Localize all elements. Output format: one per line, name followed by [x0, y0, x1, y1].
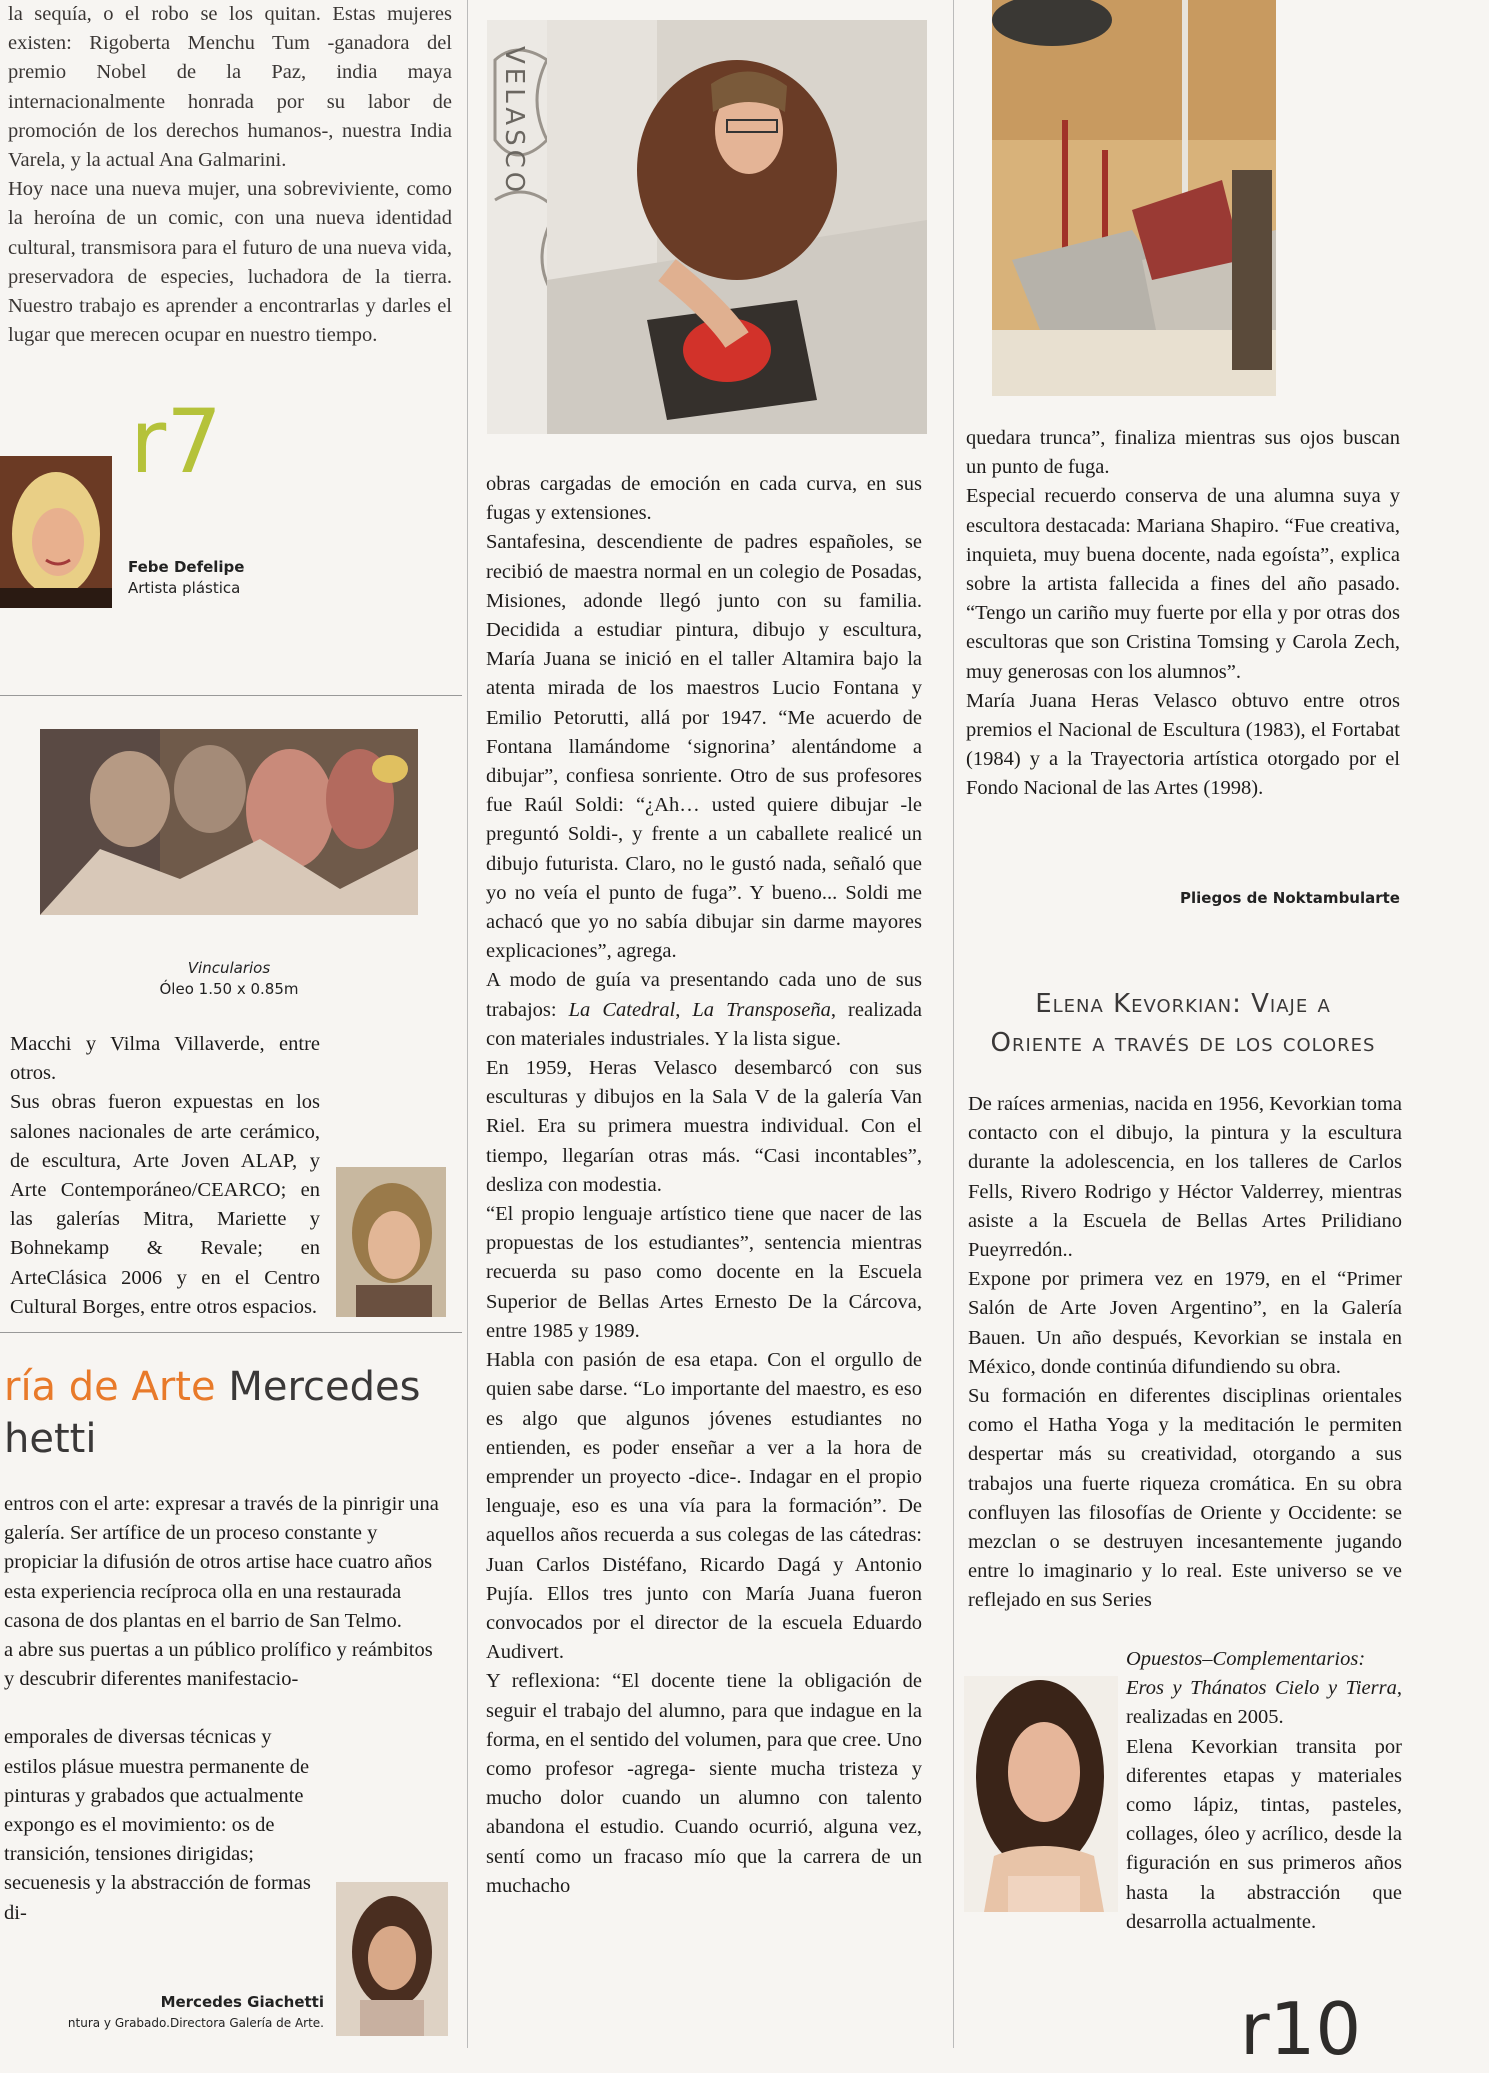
paragraph: quedara trunca”, finaliza mientras sus ojos buscan un punto de fuga.: [966, 427, 1400, 479]
work-title: La Transposeña: [692, 998, 831, 1021]
paragraph: entros con el arte: expresar a través de la pinrigir una galería. Ser artífice de un proceso constante y propiciar la difusión de otros artise hace cuatro años esta experiencia recíproca olla en una restaurada casona de dos plantas en el barrio de San Telmo.: [4, 1493, 439, 1632]
right-top-text: [966, 424, 1400, 804]
credit-role: ntura y Grabado.Directora Galería de Arte.: [67, 2016, 324, 2030]
paragraph: la sequía, o el robo se los quitan. Estas mujeres existen: Rigoberta Menchu Tum -ganadora del premio Nobel de la Paz, india maya internacionalmente honrada por su labor de promoción de los derechos humanos-, nuestra India Varela, y la actual Ana Galmarini.: [8, 3, 452, 172]
headline-line-2: hetti: [4, 1416, 97, 1462]
photo-sculptures: [992, 0, 1276, 396]
paragraph: Especial recuerdo conserva de una alumna suya y escultora destacada: Mariana Shapiro. “Fue creativa, inquieta, muy buena docente, nada egoísta”, explica sobre la artista fallecida a fines del año pasado. “Tengo un cariño muy fuerte por ella y por otras dos escultoras que son Cristina Tomsing y Carola Zech, muy generosas con los alumnos”.: [966, 485, 1400, 683]
series-title: Opuestos–Complementarios: Eros y Thánatos Cielo y Tierra: [1126, 1648, 1397, 1700]
section-rule-2: [0, 1332, 462, 1333]
portrait-elena-kevorkian: [964, 1676, 1118, 1912]
paragraph: Habla con pasión de esa etapa. Con el orgullo de quien sabe darse. “Lo importante del maestro, es eso es algo que algunos jóvenes estudiantes no entienden, es poder enseñar a ver a la hora de emprender un proyecto -dice-. Indagar en el propio lenguaje, eso es una vía para la formación”. De aquellos años recuerda a sus colegas de las cátedras: Juan Carlos Distéfano, Ricardo Dagá y Antonio Pujía. Ellos tres junto con María Juana fueron convocados por el director de la escuela Eduardo Audivert.: [486, 1349, 922, 1664]
left-mid-text: [10, 1030, 320, 1322]
galeria-headline: [4, 1361, 464, 1465]
paragraph: obras cargadas de emoción en cada curva, en sus fugas y extensiones.: [486, 473, 922, 525]
paragraph: [486, 966, 922, 1054]
paragraph: En 1959, Heras Velasco desembarcó con sus esculturas y dibujos en la Sala V de la galería Van Riel. Era su primera muestra individual. Con el tiempo, llegarían otras más. “Casi incontables”, desliza con modestia.: [486, 1057, 922, 1196]
source-credit: Pliegos de Noktambularte: [1180, 889, 1400, 907]
headline-name: Mercedes: [228, 1364, 421, 1410]
painting-vincularios: [40, 729, 418, 915]
galeria-text: [4, 1490, 444, 1928]
credit-name: Febe Defelipe: [128, 558, 245, 576]
credit-febe: [128, 557, 328, 599]
section-rule-1: [0, 695, 462, 696]
paragraph: Expone por primera vez en 1979, en el “Primer Salón de Arte Joven Argentino”, en la Galería Bauen. Un año después, Kevorkian se instala en México, donde continúa difundiendo su obra.: [968, 1268, 1402, 1378]
portrait-febe-defelipe: [0, 456, 112, 608]
section-number-r7: r7: [130, 390, 223, 493]
credit-role: Artista plástica: [128, 579, 241, 597]
kevorkian-series: [1126, 1645, 1402, 1937]
paragraph: [968, 1382, 1402, 1616]
photo-heras-velasco: [487, 20, 927, 434]
paragraph: Sus obras fueron expuestas en los salones nacionales de arte cerámico, de escultura, Arte Joven ALAP, y Arte Contemporáneo/CEARCO; en las galerías Mitra, Mariette y Bohnekamp & Revale; en ArteClásica 2006 y en el Centro Cultural Borges, entre otros espacios.: [10, 1091, 320, 1318]
painting-title: Vincularios: [187, 959, 271, 977]
works-separator: ,: [675, 998, 693, 1021]
works-intro: A modo de guía va presentando cada uno de sus trabajos:: [486, 969, 922, 1021]
column-divider-left: [467, 0, 468, 2048]
headline-accent: ría de Arte: [4, 1364, 216, 1410]
paragraph: Hoy nace una nueva mujer, una sobreviviente, como la heroína de un comic, con una nueva identidad cultural, transmisora para el futuro de una nueva vida, preservadora de especies, luchadora de la tierra. Nuestro trabajo es aprender a encontrarlas y darles el lugar que merecen ocupar en nuestro tiempo.: [8, 178, 452, 347]
paragraph: Y reflexiona: “El docente tiene la obligación de seguir el trabajo del alumno, para que indague en la forma, en el sentido del volumen, para que cree. Uno como profesor -agrega- siente mucha tristeza y mucho dolor cuando un alumno con talento abandona el estudio. Cuando ocurrió, alguna vez, sentí como un fracaso mío que la carrera de un muchacho: [486, 1670, 922, 1897]
credit-mercedes: [2, 1992, 324, 2034]
middle-text: [486, 470, 922, 1901]
headline-line-2: Oriente a través de los colores: [990, 1028, 1376, 1058]
paragraph: De raíces armenias, nacida en 1956, Kevorkian toma contacto con el dibujo, la pintura y la escultura durante la adolescencia, en los talleres de Carlos Fells, Rivero Rodrigo y Héctor Valderrey, mientras asiste a la Escuela de Bellas Artes Prilidiano Pueyrredón..: [968, 1093, 1402, 1262]
work-title: La Catedral: [568, 998, 676, 1021]
portrait-artist-left: [336, 1167, 446, 1317]
portrait-mercedes-giachetti: [336, 1882, 448, 2036]
paragraph: “El propio lenguaje artístico tiene que nacer de las propuestas de los estudiantes”, sentencia mientras recuerda su paso como docente en la Escuela Superior de Bellas Artes Ernesto De la Cárcova, entre 1985 y 1989.: [486, 1203, 922, 1342]
kevorkian-headline: [966, 985, 1400, 1063]
left-top-text: [8, 0, 452, 350]
paragraph: [1126, 1645, 1402, 1733]
paragraph: a abre sus puertas a un público prolífico y reámbitos y descubrir diferentes manifestacio-: [4, 1639, 433, 1691]
paragraph: Macchi y Vilma Villaverde, entre otros.: [10, 1033, 320, 1085]
painting-detail: Óleo 1.50 x 0.85m: [159, 980, 299, 998]
paragraph: María Juana Heras Velasco obtuvo entre otros premios el Nacional de Escultura (1983), el Fortabat (1984) y a la Trayectoria artística otorgado por el Fondo Nacional de las Artes (1998).: [966, 689, 1400, 800]
column-divider-right: [953, 0, 954, 2048]
paragraph-text: Su formación en diferentes disciplinas orientales como el Hatha Yoga y la meditación le permiten despertar más su creatividad, otorgando a sus trabajos una fuerte riqueza cromática. En su obra confluyen las filosofías de Oriente y Occidente: se mezclan o se destruyen incesantemente jugando entre lo imaginario y lo real. Este universo se ve reflejado en sus Series: [968, 1385, 1402, 1612]
headline-line-1: [4, 1361, 464, 1413]
kevorkian-text: [968, 1090, 1402, 1616]
headline-line-1: Elena Kevorkian: Viaje a: [1035, 989, 1331, 1019]
works-tail: , realizada con materiales industriales. Y la lista sigue.: [486, 998, 923, 1050]
section-number-r10: r10: [1240, 1987, 1362, 2071]
paragraph: Santafesina, descendiente de padres españoles, se recibió de maestra normal en un colegio de Posadas, Misiones, adonde llegó junto con su familia. Decidida a estudiar pintura, dibujo y escultura, María Juana se inició en el taller Altamira bajo la atenta mirada de los maestros Lucio Fontana y Emilio Petorutti, allá por 1947. “Me acuerdo de Fontana llamándome ‘signorina’ alentándome a dibujar”, confiesa sonriente. Otro de sus profesores fue Raúl Soldi: “¿Ah… usted quiere dibujar -le preguntó Soldi-, y frente a un caballete realicé un dibujo futurista. Claro, no le gustó nada, señaló que yo no veía el punto de fuga”. Y bueno... Soldi me achacó que yo no sabía dibujar sin darme mayores explicaciones”, agrega.: [486, 531, 922, 963]
credit-name: Mercedes Giachetti: [160, 1993, 324, 2011]
painting-caption: [40, 958, 418, 1000]
paragraph: Elena Kevorkian transita por diferentes etapas y materiales como lápiz, tintas, pasteles, collages, óleo y acrílico, desde la figuración en sus primeros años hasta la abstracción que desarrolla actualmente.: [1126, 1735, 1402, 1933]
photo-label-velasco: VELASCO: [499, 46, 529, 197]
paragraph: emporales de diversas técnicas y estilos plásue muestra permanente de pinturas y grabados que actualmente expongo es el movimiento: os de transición, tensiones dirigidas; secuenesis y la abstracción de formas di-: [4, 1726, 311, 1924]
series-tail: , realizadas en 2005.: [1126, 1677, 1402, 1729]
